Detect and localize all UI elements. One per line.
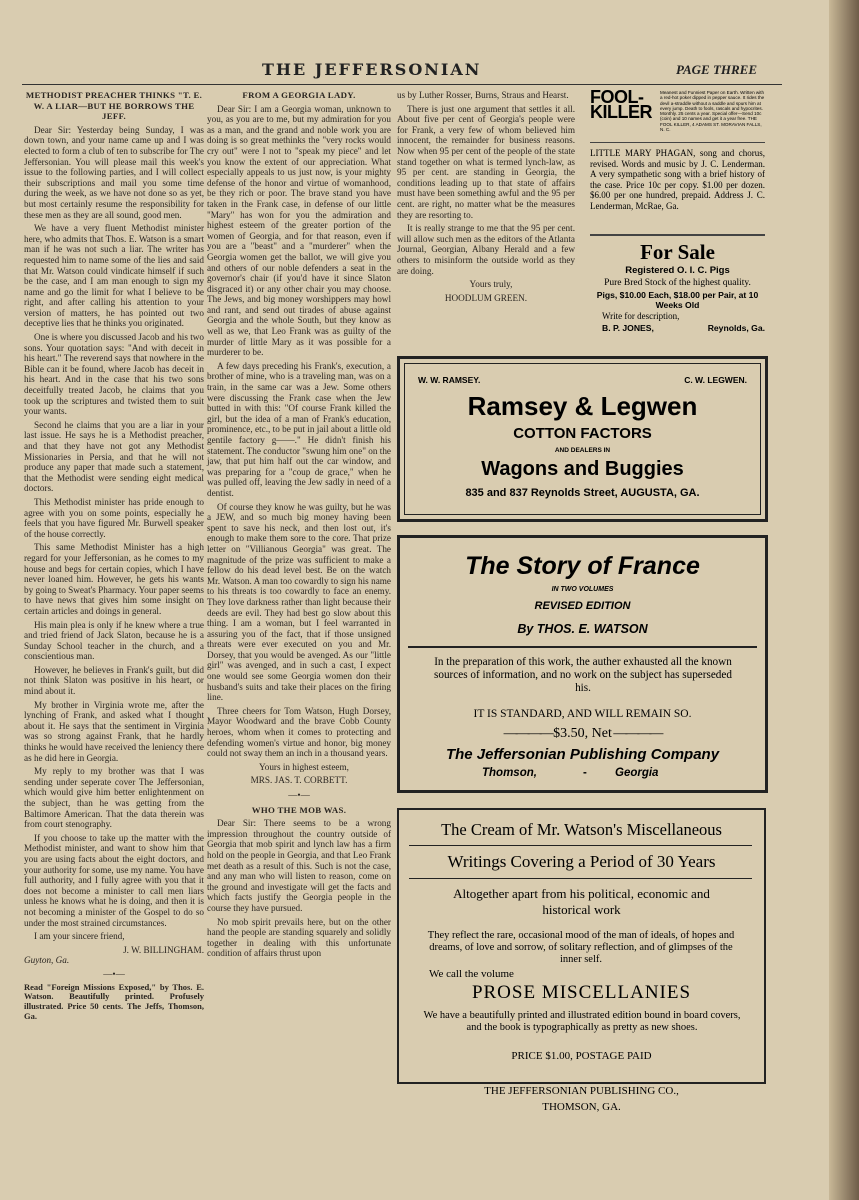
paragraph: My reply to my brother was that I was sending under seperate cover The Jeffersonian, which would give him better enlightenment on the subject, than he was getting from the Baltimore American. That the data therein was from court stenography. — [24, 766, 204, 830]
ad-printed: We have a beautifully printed and illustrated edition bound in board covers, and the book is typographically as pretty as new shoes. — [423, 1010, 741, 1033]
misc-publisher-block — [397, 1083, 766, 1115]
signature-place: Guyton, Ga. — [24, 955, 70, 966]
book-edition: REVISED EDITION — [534, 600, 631, 612]
ramsey-legwen-ad — [397, 356, 768, 522]
firm-goods: Wagons and Buggies — [481, 458, 684, 480]
book-title: The Story of France — [465, 552, 700, 580]
paragraph: Dear Sir: There seems to be a wrong impression throughout the country outside of Georgia that mob spirit and lynch law has a firm hold on the people in Georgia, and that Leo Frank met death as a result of this. Such is not the case, and any man who will listen to reason, come on the ground and investigate will get the facts and which facts justify the Georgia people in the course they have pursued. — [207, 818, 391, 913]
ad-title-line2: Writings Covering a Period of 30 Years — [447, 852, 716, 871]
ad-call: We call the volume — [429, 968, 514, 980]
paragraph: Three cheers for Tom Watson, Hugh Dorsey, Mayor Woodward and the brave Cobb County heroes, whom when it comes to protecting and defending women's virtue and honor, big money could not sway them an inch in a thousand years. — [207, 705, 391, 759]
paragraph: Dear Sir: I am a Georgia woman, unknown to you, as you are to me, but my admiration for you as a man, and the grand and noble work you are doing is so great methinks the "very rocks would cry out" were I not to "speak my piece" and let you know the extent of our appreciation. What especially appeals to us just now, is your mighty defense of the honor and virtue of womanhood, be they rich or poor. The brave stand you have taken in the Frank case, in defense of our little "Mary" has won for you the admiration and highest esteem of the greater portion of the women of Georgia, and for that reason, even if you are a "beast" and a "murderer" when the Georgia women get the ballot, we will give you and others of our noble defenders a seat in the governor's chair (if you'd have it since Slaton disgraced it) or any other chair you may choose. The Jews, and big money worshippers may howl and rant, and send out tirades of abuse against Georgia and the whole South, but they know as well as we, that Leo Frank was as guilty of the murder of little Mary as it was possible for a murderer to be. — [207, 103, 391, 358]
ad-apart: Altogether apart from his political, economic and historical work — [453, 886, 710, 917]
paragraph: There is just one argument that settles it all. About five per cent of Georgia's people were for Frank, a very few of whom believed him innocent, the remainder for business reasons. Now when 95 per cent of the people of the state stand together on what is termed lynch-law, as 95 per cent. are standing in Georgia, the conditions leading up to that state of affairs must have been something awful and the 95 per cent. are right, no matter what be the measures they are resorting to. — [397, 103, 575, 220]
paragraph: One is where you discussed Jacob and his two sons. Your quotation says: "And with deceit in his heart." The reverend says that nowhere in the Bible can it be found, where Jacob has deceit in his heart. And in the case that his two sons deceitfully treated Jacob, he claims that you took up the scriptures and twisted them to suit your wants. — [24, 332, 204, 417]
publisher-state: Georgia — [615, 767, 659, 779]
for-sale-line: Pure Bred Stock of the highest quality. — [604, 278, 751, 288]
masthead-title: THE JEFFERSONIAN — [262, 60, 482, 79]
fool-killer-ad — [590, 87, 765, 133]
for-sale-line: Write for description, — [602, 311, 680, 321]
ad-title-line1: The Cream of Mr. Watson's Miscellaneous — [441, 820, 722, 839]
article-body — [24, 125, 204, 942]
right-ads-column — [590, 87, 765, 333]
page-edge — [829, 0, 859, 1200]
paragraph: Second he claims that you are a liar in your last issue. He says he is a Methodist preacher, and that they have not got any Methodist Missionaries in Persia, and that he will not produce any paper that made such a statement, that the Methodist were sending eight medical doctors. — [24, 419, 204, 494]
header-rule — [22, 84, 782, 85]
for-sale-price: Pigs, $10.00 Each, $18.00 per Pair, at 10 Weeks Old — [596, 290, 759, 310]
firm-address: 835 and 837 Reynolds Street, AUGUSTA, GA. — [465, 487, 700, 499]
book-author: By THOS. E. WATSON — [517, 622, 648, 636]
paragraph: We have a very fluent Methodist minister here, who admits that Thos. E. Watson is a smart man if he was not such a liar. The writer has requested him to name some of the lies and said that Mr. Watson could vindicate himself if such be the case, and I am man enough to sign my name and go the limit for what I believe to be right, and after calling his attention to your version of matters, he has pointed out two deceptive lies that he thinks you originated. — [24, 223, 204, 329]
divider — [409, 878, 752, 879]
ad-price: PRICE $1.00, POSTAGE PAID — [511, 1050, 652, 1062]
for-sale-ad — [590, 240, 765, 334]
for-sale-contact — [590, 322, 765, 334]
price-rule-right: ———— — [611, 726, 662, 741]
signature: J. W. BILLINGHAM. — [123, 944, 204, 955]
price-rule-left: ———— — [503, 726, 554, 741]
book-standard: IT IS STANDARD, AND WILL REMAIN SO. — [473, 708, 692, 720]
divider — [409, 845, 752, 846]
book-description: In the preparation of this work, the auther exhausted all the known sources of information, and no work on the subject has superseded his. — [434, 656, 732, 694]
book-volumes: IN TWO VOLUMES — [551, 586, 614, 593]
prose-miscellanies-ad — [397, 808, 766, 1084]
misc-city: THOMSON, GA. — [542, 1101, 621, 1113]
for-sale-sub: Registered O. I. C. Pigs — [625, 265, 730, 276]
partner-left: W. W. RAMSEY. — [418, 375, 481, 385]
paragraph: This Methodist minister has pride enough to agree with you on some points, especially he feels that you have figured Mr. Burwell speaker of the house correctly. — [24, 496, 204, 539]
book-price-value: $3.50, Net — [553, 726, 612, 741]
for-sale-place: Reynolds, Ga. — [707, 323, 765, 333]
misc-publisher: THE JEFFERSONIAN PUBLISHING CO., — [484, 1085, 679, 1097]
article-headline: FROM A GEORGIA LADY. — [242, 90, 356, 100]
paragraph: My brother in Virginia wrote me, after the lynching of Frank, and asked what I thought about it. He says that the sentiment in Virginia was so strong against Frank, that he hardly thinks he would have received the leniency there as he did here in Georgia. — [24, 699, 204, 763]
firm-dealers: AND DEALERS IN — [554, 447, 611, 454]
publisher-city: Thomson, — [482, 767, 537, 779]
paragraph: If you choose to take up the matter with the Methodist minister, and want to show him that you are using facts about the eight doctors, and your authority for some, use my name. You have full authority, and I fully agree with you that it does not become a minister to call men liars unless he knows what he is doing, and then it is not becoming a minister of the Gospel to do so under the most strained circumstances. — [24, 832, 204, 928]
column-2 — [207, 90, 391, 962]
paragraph: His main plea is only if he knew where a true and tried friend of Jack Slaton, because he is a Sunday School teacher in the church, and a conscientious man. — [24, 619, 204, 662]
signature: MRS. JAS. T. CORBETT. — [250, 775, 348, 786]
paragraph: Yours truly, — [469, 279, 513, 290]
fool-killer-blurb: Meanest and Funniest Paper on Earth. Written with a red-hot poker dipped in pepper sauce. It rides the devil a-straddle without a saddle and spurs him at every jump. Death to fools, rascals and hypocrites. Monthly. 25 cents a year. Special offer—Send 10c (coin) and 10 names and get it a year free. THE FOOL KILLER, 4 ADAMS ST. MORAVIAN FALLS, N. C. — [660, 90, 765, 133]
paragraph: I am your sincere friend, — [34, 931, 125, 942]
article-headline: WHO THE MOB WAS. — [251, 804, 347, 815]
paragraph: It is really strange to me that the 95 per cent. will allow such men as the editors of the Atlanta Journal, Georgian, Albany Herald and a few others to misinform the outside world as they are doing. — [397, 223, 575, 276]
paragraph: Yours in highest esteem, — [259, 761, 349, 772]
separator-ornament: —•— — [103, 968, 125, 979]
paragraph: us by Luther Rosser, Burns, Straus and Hearst. — [397, 90, 569, 100]
ad-reflect: They reflect the rare, occasional mood of the man of ideals, of hopes and dreams, of love and sorrow, of solitary reflection, and of glimpses of the inner self. — [427, 930, 735, 965]
firm-business: COTTON FACTORS — [513, 425, 652, 442]
firm-name: Ramsey & Legwen — [467, 391, 698, 421]
fool-killer-logo: FOOL-KILLER — [590, 87, 652, 122]
book-ad: Read "Foreign Missions Exposed," by Thos. E. Watson. Beautifully printed. Profusely illustrated. Price 50 cents. The Jeffs, Thomson, Ga. — [24, 981, 204, 1021]
for-sale-title: For Sale — [640, 240, 715, 264]
paragraph: No mob spirit prevails here, but on the other hand the people are standing squarely and solidly together in dealing with this unfortunate condition of affairs thrust upon — [207, 916, 391, 959]
story-of-france-ad — [397, 535, 768, 793]
separator-ornament: —•— — [288, 790, 310, 800]
column-3 — [397, 90, 575, 303]
book-price — [400, 726, 765, 742]
mary-phagan-song-ad: LITTLE MARY PHAGAN, song and chorus, revised. Words and music by J. C. Lenderman. A very sympathetic song with a brief history of the case. Price 10c per copy. $1.00 per dozen. $6.00 per one hundred, prepaid. Address J. C. Lenderman, McRae, Ga. — [590, 148, 765, 211]
partner-right: C. W. LEGWEN. — [684, 375, 747, 385]
paragraph: Dear Sir: Yesterday being Sunday, I was down town, and your name came up and I was elected to form a club of ten to subscribe for The Jeffersonian. You will please mail this week's issue to the following parties, and I will collect their subscriptions and mail you some time during the week, as we have not done so as yet, but most certainly resume the responsibility for these men as they are all sound, good men. — [24, 124, 204, 220]
paragraph: A few days preceding his Frank's, execution, a brother of mine, who is a traveling man, was on a train, in the same car was a Jew. Some others were discussing the Frank case when the Jew butted in with this: "Of course Frank killed the girl, but the idea of a man of Frank's education, prominence, etc., to be put in jail about a little old gentile factory g——." He didn't finish his statement. The conductor "swung him one" on the jaw, that put him half out the car window, and was preparing for a "coup de grace," when he was pulled off, leaving the Jew sadly in need of a dentist. — [207, 360, 391, 498]
divider — [590, 142, 765, 143]
page-header — [0, 60, 800, 82]
page-number: PAGE THREE — [676, 62, 758, 77]
volume-name: PROSE MISCELLANIES — [471, 982, 692, 1003]
publisher-name: The Jeffersonian Publishing Company — [445, 746, 720, 763]
article-headline: METHODIST PREACHER THINKS "T. E. W. A LIAR—BUT HE BORROWS THE JEFF. — [25, 90, 203, 122]
divider — [408, 646, 757, 648]
paragraph: This same Methodist Minister has a high regard for your Jeffersonian, as he comes to my house and begs for certain copies, which I have never loaned him. However, he gets his wants by going to Sweat's Pharmacy. Your paper seems to have news that gives him some insight on certain articles and doings in general. — [24, 542, 204, 616]
column-1 — [24, 90, 204, 1022]
divider — [590, 234, 765, 236]
paragraph: However, he believes in Frank's guilt, but did not think Slaton was positive in his heart, or mind about it. — [24, 664, 204, 697]
paragraph: Of course they know he was guilty, but he was a JEW, and so much big money having been spent to save his neck, and then lost out, it's enough to make them sore to the core. That prize letter on "Villianous Georgia" was great. The magnitude of the prize was sufficient to make a fellow do his dead level best. Be on the watch Mr. Watson. A man too cowardly to sign his name to his threats is too cowardly to face an enemy. They love darkness rather than light because their deeds are evil. They had best go slow about this thing. I am a woman, but I feel warranted in assuring you of the fact, that if those unsigned threats were ever executed on you and Mr. Dorsey, that you would be avenged. As our "little girl" was avenged, and in such a cast, I expect one would see some Georgia women don their husband's suits and take their places on the firing line. — [207, 501, 391, 703]
signature: HOODLUM GREEN. — [444, 292, 528, 303]
for-sale-name: B. P. JONES, — [602, 323, 654, 333]
publisher-dash: - — [583, 767, 587, 779]
